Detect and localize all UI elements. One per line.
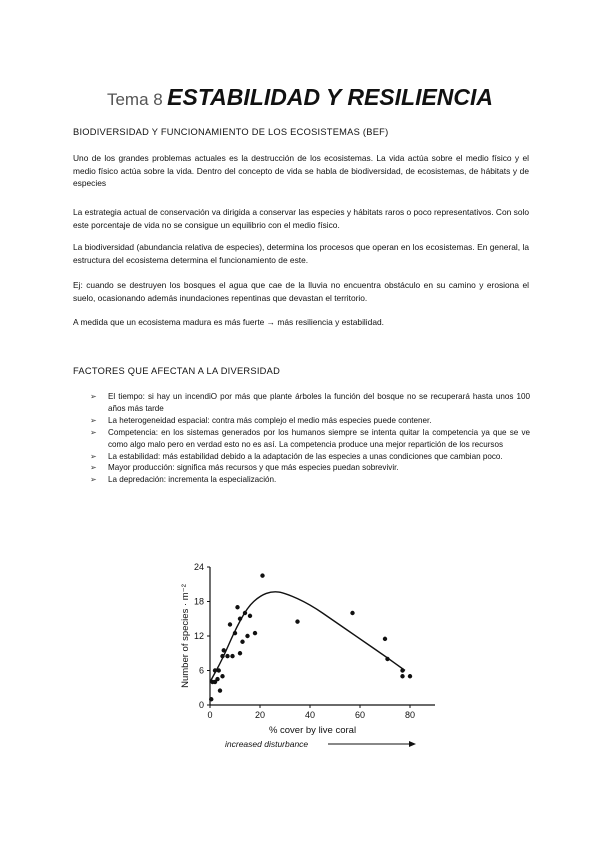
chart-ticks [194,562,415,720]
data-point [400,668,404,672]
x-tick-label: 40 [304,710,316,720]
arrow-bullet-icon: ➢ [90,463,97,473]
arrow-bullet-icon: ➢ [90,415,97,425]
page-title [0,84,600,111]
title-prefix: Tema 8 [106,90,163,109]
data-point [220,674,224,678]
list-item: ➢ La heterogeneidad espacial: contra más complejo el medio más especies puede contener. [90,415,432,425]
disturbance-annotation: increased disturbance [225,739,309,749]
paragraph-2: La estrategia actual de conservación va dirigida a conservar las especies y hábitats raros o poco representativos. Con solo este porcentaje de vida no se consigue un equilibrio con el medio físico. [73,207,529,230]
data-point [240,640,244,644]
factors-list [90,391,530,486]
data-point [245,634,249,638]
section-heading-bef: BIODIVERSIDAD Y FUNCIONAMIENTO DE LOS ECOSISTEMAS (BEF) [73,127,389,137]
list-item: ➢ El tiempo: si hay un incendiO por más que plante árboles la función del bosque no se recuperará hasta unos 100 años más tarde [90,392,530,413]
species-vs-coral-chart [180,560,440,760]
y-tick-label: 6 [198,665,204,676]
data-point [248,614,252,618]
data-point [238,617,242,621]
arrow-bullet-icon: ➢ [90,392,97,401]
x-axis-label: % cover by live coral [268,725,357,736]
data-point [408,674,412,678]
data-points [209,573,412,701]
data-point [225,654,229,658]
data-point [233,631,237,635]
x-tick-label: 80 [404,710,416,720]
y-tick-label: 24 [193,562,204,572]
paragraph-3: La biodiversidad (abundancia relativa de especies), determina los procesos que operan en los ecosistemas. En general, la estructura del ecosistema determina el funcionamiento de este. [73,242,529,265]
x-tick-label: 0 [207,710,213,720]
data-point [218,688,222,692]
arrow-bullet-icon: ➢ [90,451,97,461]
arrow-bullet-icon: ➢ [90,475,97,485]
data-point [230,654,234,658]
data-point [228,622,232,626]
data-point [209,697,213,701]
list-item: ➢ La depredación: incrementa la especialización. [90,475,277,485]
list-item: ➢ Competencia: en los sistemas generados por los humanos siempre se intenta quitar la competencia ya que se ve como algo malo pero en verdad esto no es así. La competencia produce una mejor repartición de los recursos [90,427,530,449]
y-axis-label: Number of species · m⁻² [180,584,191,688]
data-point [235,605,239,609]
x-tick-label: 60 [354,710,366,720]
data-point [222,648,226,652]
data-point [260,573,264,577]
x-tick-label: 20 [254,710,266,720]
y-tick-label: 0 [198,700,204,710]
data-point [220,654,224,658]
data-point [213,668,217,672]
data-point [295,619,299,623]
data-point [383,637,387,641]
y-tick-label: 18 [193,596,204,607]
data-point [400,674,404,678]
list-item: ➢ Mayor producción: significa más recursos y que más especies puedan sobrevivir. [90,463,399,473]
list-item: ➢ La estabilidad: más estabilidad debido a la adaptación de las especies a unas condiciones que cambian poco. [90,451,503,461]
data-point [238,651,242,655]
title-main: ESTABILIDAD Y RESILIENCIA [167,84,494,110]
arrow-bullet-icon: ➢ [90,427,97,437]
data-point [385,657,389,661]
paragraph-5: A medida que un ecosistema madura es más fuerte → más resiliencia y estabilidad. [73,317,384,327]
arrow-head-icon [409,741,416,747]
data-point [243,611,247,615]
section-heading-factores: FACTORES QUE AFECTAN A LA DIVERSIDAD [73,366,281,376]
paragraph-4: Ej: cuando se destruyen los bosques el agua que cae de la lluvia no encuentra obstáculo en su camino y erosiona el suelo, ocasionando además inundaciones repentinas que devastan el territorio. [73,280,529,303]
y-tick-label: 12 [193,631,204,641]
trend-curve [210,592,405,682]
data-point [215,677,219,681]
data-point [350,611,354,615]
paragraph-1: Uno de los grandes problemas actuales es la destrucción de los ecosistemas. La vida actúa sobre el medio físico y el medio físico actúa sobre la vida. Dentro del concepto de vida se habla de biodiversidad, de ecosistemas, de hábitats y de especies [73,153,529,188]
data-point [253,631,257,635]
data-point [217,668,221,672]
chart-axes [210,567,435,705]
